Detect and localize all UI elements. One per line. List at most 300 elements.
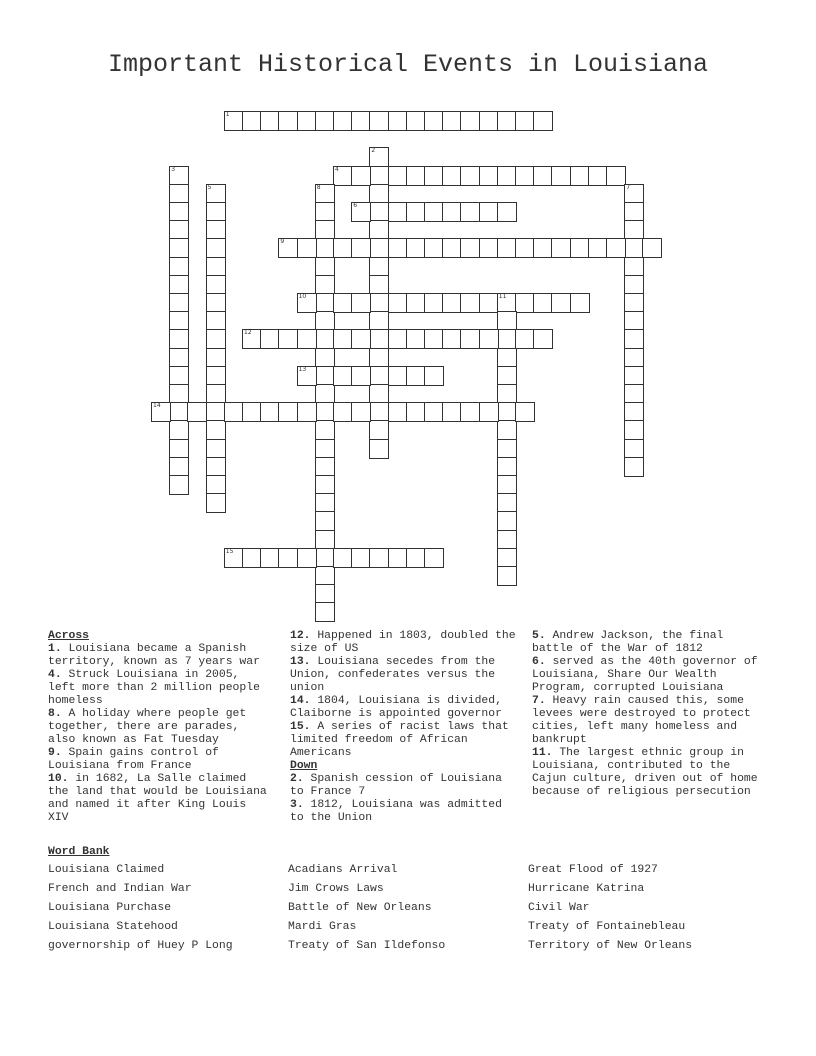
grid-cell[interactable]: [351, 111, 371, 131]
across-header: Across: [48, 630, 90, 642]
grid-cell[interactable]: [424, 329, 444, 349]
grid-cell[interactable]: [460, 329, 480, 349]
grid-cell[interactable]: [624, 220, 644, 240]
grid-cell[interactable]: [442, 166, 462, 186]
word-bank-item: Treaty of San Ildefonso: [288, 940, 446, 952]
grid-cell[interactable]: [369, 238, 389, 258]
word-bank-title: Word Bank: [48, 846, 110, 858]
grid-cell[interactable]: [460, 402, 480, 422]
grid-cell[interactable]: [333, 329, 353, 349]
clue-number: 14.: [290, 695, 311, 707]
grid-cell[interactable]: [315, 439, 335, 459]
grid-cell[interactable]: [406, 111, 426, 131]
clue-text: served as the 40th governor of Louisiana, Share Our Wealth Program, corrupted Louisiana: [532, 656, 758, 694]
grid-cell[interactable]: [278, 329, 298, 349]
clue-number: 15: [225, 547, 234, 555]
grid-cell[interactable]: [424, 548, 444, 568]
grid-cell[interactable]: [297, 402, 317, 422]
grid-cell[interactable]: [151, 402, 171, 422]
grid-cell[interactable]: [406, 166, 426, 186]
grid-cell[interactable]: [206, 475, 226, 495]
grid-cell[interactable]: [424, 366, 444, 386]
word-bank-item: Territory of New Orleans: [528, 940, 693, 952]
grid-cell[interactable]: [206, 257, 226, 277]
grid-cell[interactable]: [406, 402, 426, 422]
grid-cell[interactable]: [497, 511, 517, 531]
grid-cell[interactable]: [442, 329, 462, 349]
clue-number: 5: [207, 183, 212, 191]
grid-cell[interactable]: [533, 329, 553, 349]
grid-cell[interactable]: [460, 166, 480, 186]
grid-cell[interactable]: [515, 329, 535, 349]
grid-cell[interactable]: [624, 184, 644, 204]
clue-number: 1.: [48, 643, 62, 655]
grid-cell[interactable]: [315, 511, 335, 531]
word-bank-item: Hurricane Katrina: [528, 883, 645, 895]
grid-cell[interactable]: [206, 439, 226, 459]
grid-cell[interactable]: [369, 384, 389, 404]
grid-cell[interactable]: [624, 402, 644, 422]
grid-cell[interactable]: [551, 166, 571, 186]
grid-cell[interactable]: [533, 111, 553, 131]
grid-cell[interactable]: [315, 311, 335, 331]
clue-text: in 1682, La Salle claimed the land that would be Louisiana and named it after King Louis XIV: [48, 773, 267, 824]
grid-cell[interactable]: [497, 366, 517, 386]
grid-cell[interactable]: [278, 238, 298, 258]
grid-cell[interactable]: [333, 402, 353, 422]
grid-cell[interactable]: [351, 548, 371, 568]
grid-cell[interactable]: [570, 166, 590, 186]
grid-cell[interactable]: [388, 111, 408, 131]
grid-cell[interactable]: [515, 402, 535, 422]
grid-cell[interactable]: [297, 293, 317, 313]
grid-cell[interactable]: [206, 402, 226, 422]
grid-cell[interactable]: [206, 384, 226, 404]
grid-cell[interactable]: [260, 329, 280, 349]
grid-cell[interactable]: [497, 293, 517, 313]
grid-cell[interactable]: [351, 366, 371, 386]
grid-cell[interactable]: [169, 402, 189, 422]
grid-cell[interactable]: [624, 293, 644, 313]
clue-number: 10: [298, 293, 307, 300]
grid-cell[interactable]: [497, 111, 517, 131]
clue-text: Louisiana became a Spanish territory, known as 7 years war: [48, 643, 260, 668]
grid-cell[interactable]: [406, 202, 426, 222]
clue-text: The largest ethnic group in Louisiana, contributed to the Cajun culture, driven out of home because of religious persecution: [532, 747, 758, 798]
clue-text: Struck Louisiana in 2005, left more than 2 million people homeless: [48, 669, 260, 707]
clue: [48, 708, 273, 747]
grid-cell[interactable]: [369, 184, 389, 204]
grid-cell[interactable]: [369, 147, 389, 167]
grid-cell[interactable]: [315, 493, 335, 513]
grid-cell[interactable]: [424, 402, 444, 422]
grid-cell[interactable]: [533, 293, 553, 313]
grid-cell[interactable]: [369, 348, 389, 368]
clue: [290, 695, 522, 721]
grid-cell[interactable]: [588, 166, 608, 186]
grid-cell[interactable]: [206, 275, 226, 295]
word-bank-item: Great Flood of 1927: [528, 864, 658, 876]
grid-cell[interactable]: [206, 184, 226, 204]
grid-cell[interactable]: [570, 293, 590, 313]
grid-cell[interactable]: [497, 475, 517, 495]
grid-cell[interactable]: [479, 402, 499, 422]
grid-cell[interactable]: [515, 111, 535, 131]
grid-cell[interactable]: [224, 402, 244, 422]
grid-cell[interactable]: [260, 111, 280, 131]
grid-cell[interactable]: [206, 329, 226, 349]
grid-cell[interactable]: [333, 166, 353, 186]
grid-cell[interactable]: [315, 420, 335, 440]
grid-cell[interactable]: [297, 238, 317, 258]
grid-cell[interactable]: [515, 238, 535, 258]
grid-cell[interactable]: [406, 238, 426, 258]
clue-number: 8.: [48, 708, 62, 720]
grid-cell[interactable]: [315, 548, 335, 568]
grid-cell[interactable]: [297, 111, 317, 131]
grid-cell[interactable]: [169, 439, 189, 459]
grid-cell[interactable]: [606, 238, 626, 258]
grid-cell[interactable]: [533, 238, 553, 258]
grid-cell[interactable]: [424, 293, 444, 313]
grid-cell[interactable]: [588, 238, 608, 258]
grid-cell[interactable]: [460, 238, 480, 258]
grid-cell[interactable]: [315, 457, 335, 477]
grid-cell[interactable]: [388, 548, 408, 568]
clue-number: 3: [171, 165, 176, 173]
grid-cell[interactable]: [479, 238, 499, 258]
grid-cell[interactable]: [278, 402, 298, 422]
grid-cell[interactable]: [369, 548, 389, 568]
grid-cell[interactable]: [315, 293, 335, 313]
grid-cell[interactable]: [278, 111, 298, 131]
word-bank-item: Louisiana Purchase: [48, 902, 172, 914]
grid-cell[interactable]: [169, 329, 189, 349]
clue-text: Spanish cession of Louisiana to France 7: [290, 773, 502, 798]
grid-cell[interactable]: [297, 548, 317, 568]
grid-cell[interactable]: [624, 238, 644, 258]
grid-cell[interactable]: [369, 293, 389, 313]
clue-number: 5.: [532, 630, 546, 642]
grid-cell[interactable]: [497, 384, 517, 404]
grid-cell[interactable]: [315, 566, 335, 586]
grid-cell[interactable]: [351, 293, 371, 313]
grid-cell[interactable]: [497, 238, 517, 258]
clues-column-2: [290, 630, 522, 825]
grid-cell[interactable]: [369, 420, 389, 440]
grid-cell[interactable]: [551, 238, 571, 258]
grid-cell[interactable]: [406, 293, 426, 313]
clue-number: 2: [371, 147, 376, 155]
grid-cell[interactable]: [297, 366, 317, 386]
grid-cell[interactable]: [624, 275, 644, 295]
grid-cell[interactable]: [169, 238, 189, 258]
grid-cell[interactable]: [333, 293, 353, 313]
grid-cell[interactable]: [206, 420, 226, 440]
grid-cell[interactable]: [479, 202, 499, 222]
grid-cell[interactable]: [315, 366, 335, 386]
grid-cell[interactable]: [315, 202, 335, 222]
grid-cell[interactable]: [515, 166, 535, 186]
grid-cell[interactable]: [388, 293, 408, 313]
clue: [290, 799, 522, 825]
grid-cell[interactable]: [206, 348, 226, 368]
clue-number: 13: [298, 365, 307, 373]
clue-number: 11.: [532, 747, 553, 759]
grid-cell[interactable]: [624, 348, 644, 368]
grid-cell[interactable]: [206, 311, 226, 331]
grid-cell[interactable]: [369, 329, 389, 349]
grid-cell[interactable]: [369, 220, 389, 240]
clue-number: 7: [626, 183, 631, 191]
grid-cell[interactable]: [442, 202, 462, 222]
clue-number: 6.: [532, 656, 546, 668]
clue-number: 9: [280, 238, 285, 246]
grid-cell[interactable]: [497, 166, 517, 186]
grid-cell[interactable]: [460, 293, 480, 313]
grid-cell[interactable]: [460, 202, 480, 222]
grid-cell[interactable]: [606, 166, 626, 186]
grid-cell[interactable]: [315, 184, 335, 204]
grid-cell[interactable]: [169, 348, 189, 368]
grid-cell[interactable]: [369, 257, 389, 277]
grid-cell[interactable]: [624, 457, 644, 477]
clue: [290, 656, 522, 695]
grid-cell[interactable]: [369, 111, 389, 131]
grid-cell[interactable]: [479, 166, 499, 186]
clue-text: 1812, Louisiana was admitted to the Union: [290, 799, 502, 824]
grid-cell[interactable]: [169, 184, 189, 204]
grid-cell[interactable]: [351, 166, 371, 186]
grid-cell[interactable]: [351, 202, 371, 222]
grid-cell[interactable]: [169, 166, 189, 186]
word-bank-item: Mardi Gras: [288, 921, 357, 933]
grid-cell[interactable]: [206, 293, 226, 313]
grid-cell[interactable]: [169, 220, 189, 240]
grid-cell[interactable]: [315, 329, 335, 349]
grid-cell[interactable]: [169, 457, 189, 477]
clue-number: 2.: [290, 773, 304, 785]
grid-cell[interactable]: [187, 402, 207, 422]
page-title: Important Historical Events in Louisiana: [107, 50, 709, 79]
clue-number: 4.: [48, 669, 62, 681]
word-bank-item: Treaty of Fontainebleau: [528, 921, 686, 933]
grid-cell[interactable]: [388, 202, 408, 222]
clue: [290, 630, 522, 656]
clue: [290, 773, 522, 799]
grid-cell[interactable]: [515, 293, 535, 313]
grid-cell[interactable]: [533, 166, 553, 186]
grid-cell[interactable]: [242, 111, 262, 131]
grid-cell[interactable]: [260, 402, 280, 422]
grid-cell[interactable]: [315, 384, 335, 404]
grid-cell[interactable]: [369, 402, 389, 422]
clue: [532, 695, 760, 747]
grid-cell[interactable]: [206, 457, 226, 477]
clue-text: 1804, Louisiana is divided, Claiborne is appointed governor: [290, 695, 502, 720]
clue-number: 3.: [290, 799, 304, 811]
grid-cell[interactable]: [624, 366, 644, 386]
clues-column-3: [532, 630, 760, 799]
grid-cell[interactable]: [388, 238, 408, 258]
grid-cell[interactable]: [369, 439, 389, 459]
grid-cell[interactable]: [551, 293, 571, 313]
grid-cell[interactable]: [169, 384, 189, 404]
grid-cell[interactable]: [315, 475, 335, 495]
grid-cell[interactable]: [242, 402, 262, 422]
grid-cell[interactable]: [369, 311, 389, 331]
grid-cell[interactable]: [479, 111, 499, 131]
grid-cell[interactable]: [169, 366, 189, 386]
clue-number: 9.: [48, 747, 62, 759]
grid-cell[interactable]: [479, 329, 499, 349]
grid-cell[interactable]: [242, 548, 262, 568]
grid-cell[interactable]: [424, 166, 444, 186]
grid-cell[interactable]: [260, 548, 280, 568]
word-bank-item: Jim Crows Laws: [288, 883, 384, 895]
grid-cell[interactable]: [388, 402, 408, 422]
grid-cell[interactable]: [442, 111, 462, 131]
word-bank-item: Louisiana Statehood: [48, 921, 178, 933]
grid-cell[interactable]: [424, 238, 444, 258]
grid-cell[interactable]: [333, 548, 353, 568]
grid-cell[interactable]: [497, 420, 517, 440]
grid-cell[interactable]: [497, 329, 517, 349]
grid-cell[interactable]: [333, 238, 353, 258]
grid-cell[interactable]: [369, 275, 389, 295]
grid-cell[interactable]: [497, 493, 517, 513]
grid-cell[interactable]: [169, 257, 189, 277]
clue: [532, 656, 760, 695]
clue: [48, 669, 273, 708]
grid-cell[interactable]: [315, 584, 335, 604]
grid-cell[interactable]: [497, 548, 517, 568]
clue-text: Louisiana secedes from the Union, confederates versus the union: [290, 656, 496, 694]
grid-cell[interactable]: [315, 348, 335, 368]
grid-cell[interactable]: [169, 475, 189, 495]
grid-cell[interactable]: [169, 202, 189, 222]
clue-number: 4: [335, 165, 339, 173]
grid-cell[interactable]: [497, 439, 517, 459]
grid-cell[interactable]: [406, 548, 426, 568]
clue-number: 8: [316, 183, 321, 191]
grid-cell[interactable]: [388, 166, 408, 186]
grid-cell[interactable]: [497, 311, 517, 331]
grid-cell[interactable]: [624, 329, 644, 349]
grid-cell[interactable]: [624, 202, 644, 222]
grid-cell[interactable]: [297, 329, 317, 349]
grid-cell[interactable]: [624, 420, 644, 440]
grid-cell[interactable]: [497, 530, 517, 550]
grid-cell[interactable]: [442, 402, 462, 422]
grid-cell[interactable]: [315, 602, 335, 622]
grid-cell[interactable]: [224, 111, 244, 131]
grid-cell[interactable]: [315, 530, 335, 550]
clue-text: Heavy rain caused this, some levees were destroyed to protect cities, left many homeless and bankrupt: [532, 695, 751, 746]
grid-cell[interactable]: [315, 402, 335, 422]
grid-cell[interactable]: [206, 366, 226, 386]
grid-cell[interactable]: [497, 402, 517, 422]
grid-cell[interactable]: [624, 311, 644, 331]
grid-cell[interactable]: [570, 238, 590, 258]
grid-cell[interactable]: [315, 111, 335, 131]
grid-cell[interactable]: [497, 457, 517, 477]
grid-cell[interactable]: [169, 275, 189, 295]
grid-cell[interactable]: [479, 293, 499, 313]
grid-cell[interactable]: [206, 238, 226, 258]
word-bank-item: Civil War: [528, 902, 590, 914]
grid-cell[interactable]: [242, 329, 262, 349]
grid-cell[interactable]: [624, 257, 644, 277]
grid-cell[interactable]: [169, 420, 189, 440]
grid-cell[interactable]: [442, 293, 462, 313]
grid-cell[interactable]: [497, 202, 517, 222]
word-bank-item: Battle of New Orleans: [288, 902, 432, 914]
clue-number: 14: [153, 402, 161, 410]
grid-cell[interactable]: [169, 311, 189, 331]
grid-cell[interactable]: [369, 202, 389, 222]
clue: [290, 721, 522, 760]
clue: [48, 643, 273, 669]
grid-cell[interactable]: [315, 220, 335, 240]
clue-number: 15.: [290, 721, 311, 733]
word-bank-item: Acadians Arrival: [288, 864, 398, 876]
grid-cell[interactable]: [624, 439, 644, 459]
grid-cell[interactable]: [624, 384, 644, 404]
grid-cell[interactable]: [315, 275, 335, 295]
grid-cell[interactable]: [642, 238, 662, 258]
grid-cell[interactable]: [388, 366, 408, 386]
grid-cell[interactable]: [406, 366, 426, 386]
clue-number: 1: [225, 111, 230, 118]
grid-cell[interactable]: [206, 493, 226, 513]
grid-cell[interactable]: [388, 329, 408, 349]
grid-cell[interactable]: [369, 366, 389, 386]
grid-cell[interactable]: [351, 329, 371, 349]
grid-cell[interactable]: [206, 220, 226, 240]
grid-cell[interactable]: [406, 329, 426, 349]
grid-cell[interactable]: [497, 348, 517, 368]
grid-cell[interactable]: [442, 238, 462, 258]
word-bank-item: governorship of Huey P Long: [48, 940, 233, 952]
grid-cell[interactable]: [333, 111, 353, 131]
grid-cell[interactable]: [424, 111, 444, 131]
clue-text: A holiday where people get together, there are parades, also known as Fat Tuesday: [48, 708, 247, 746]
grid-cell[interactable]: [497, 566, 517, 586]
clue: [532, 630, 760, 656]
clue-number: 11: [498, 293, 507, 300]
grid-cell[interactable]: [278, 548, 298, 568]
grid-cell[interactable]: [424, 202, 444, 222]
clue-number: 12: [244, 329, 252, 337]
grid-cell[interactable]: [333, 366, 353, 386]
grid-cell[interactable]: [315, 238, 335, 258]
clue-number: 7.: [532, 695, 546, 707]
grid-cell[interactable]: [224, 548, 244, 568]
clue-text: Spain gains control of Louisiana from France: [48, 747, 219, 772]
word-bank-item: Louisiana Claimed: [48, 864, 165, 876]
clue-text: A series of racist laws that limited freedom of African Americans: [290, 721, 509, 759]
grid-cell[interactable]: [460, 111, 480, 131]
grid-cell[interactable]: [169, 293, 189, 313]
grid-cell[interactable]: [206, 202, 226, 222]
grid-cell[interactable]: [351, 402, 371, 422]
grid-cell[interactable]: [351, 238, 371, 258]
grid-cell[interactable]: [369, 166, 389, 186]
clue: [48, 773, 273, 825]
grid-cell[interactable]: [315, 257, 335, 277]
clue-number: 10.: [48, 773, 69, 785]
